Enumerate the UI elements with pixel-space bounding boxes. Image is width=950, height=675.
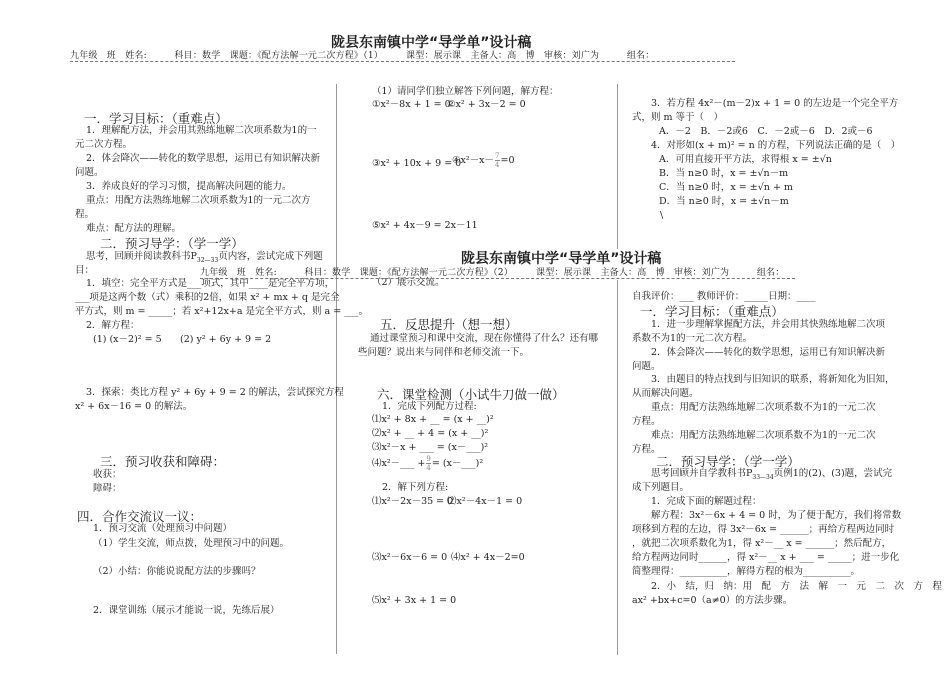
solve-eq-1: ⑴x²－2x－35 = 0: [372, 496, 454, 507]
problem-3-options: A．－2 B．－2或6 C．－2或－6 D．2或－6: [659, 126, 873, 137]
coop-1: 1．预习交流（处理预习中问题）: [93, 523, 233, 534]
section-title-cooperate: 四．合作交流议一议：: [77, 509, 203, 524]
goal2-2a: 2．体会降次——转化的数学思想，运用已有知识解决新: [651, 347, 886, 358]
equation-a: (1) (x－2)² = 5: [93, 334, 162, 345]
goal2-2b: 问题。: [632, 361, 661, 372]
practice-eq-2: ②x² + 3x－2 = 0: [447, 99, 526, 110]
solve-eq-2: ⑵x²－4x－1 = 0: [447, 496, 523, 507]
show-exchange: （2）展示交流。: [372, 277, 445, 288]
evaluation-line: 自我评价：___ 教师评价：_____日期：____: [632, 291, 816, 302]
instruction-1: 1．完成下面的解题过程：: [651, 496, 762, 507]
section-title-preview-2: 二．预习导学：（学一学）: [656, 454, 800, 469]
goal2-1a: 1．进一步理解掌握配方法，并会用其快熟练地解二次项: [651, 319, 886, 330]
problem-4-c: C．当 n≥0 时，x = ±√n + m: [659, 182, 793, 193]
obstacle-label: 障碍：: [93, 483, 122, 494]
coop-1a: （1）学生交流，师点拨，处理预习中的问题。: [93, 538, 290, 549]
reflect-1: 通过课堂预习和课中交流，现在你懂得了什么？还有哪: [370, 333, 599, 344]
fill-1c: 平方式，则 m = _____；若 x²+12x+a 是完全平方式，则 a = ___。: [75, 306, 368, 317]
explore-b: x² + 6x－16 = 0 的解法。: [75, 401, 193, 412]
fill-eq-2: ⑵x² + __ + 4 = (x + __)²: [372, 428, 489, 439]
problem-4-b: B．当 n≥0 时，x = ±√n－m: [659, 168, 789, 179]
diff2-b: 方程。: [632, 444, 661, 455]
equation-b: (2) y² + 6y + 9 = 2: [180, 334, 272, 345]
column-divider-1: [336, 84, 337, 654]
solve-eq-5: ⑸x² + 3x + 1 = 0: [372, 595, 457, 606]
goal2-1b: 系数不为1的一元二次方程。: [632, 333, 753, 344]
explore-a: 3．探索：类比方程 y² + 6y + 9 = 2 的解法，尝试探究方程: [86, 387, 344, 398]
key-point-a: 重点：用配方法熟练地解二次项系数为1的一元二次方: [86, 195, 311, 206]
column-divider-2: [617, 84, 618, 249]
difficulty: 难点：配方法的理解。: [86, 223, 182, 234]
practice-intro: （1）请同学们独立解答下列问题，解方程：: [372, 86, 559, 97]
fill-1b: ___项是这两个数（式）乘积的2倍，如果 x² + mx + q 是完全: [75, 292, 340, 303]
solve-eq-3: ⑶x²－6x－6 = 0: [372, 552, 448, 563]
think2-1: 思考回顾并自学教科书$P_{33—34}$页例1的(2)、(3)题，尝试完: [651, 468, 893, 481]
column-divider-3: [617, 280, 618, 655]
section-title-gains: 三．预习收获和障碍：: [100, 454, 226, 469]
solve-eq-4: ⑷x² + 4x－2=0: [451, 552, 525, 563]
key2-b: 方程。: [632, 416, 661, 427]
summary-b: ax² +bx+c=0（a≠0）的方法步骤。: [632, 595, 793, 606]
goal-2a: 2．体会降次——转化的数学思想，运用已有知识解决新: [86, 153, 321, 164]
problem-4: 4．对形如(x + m)² = n 的方程，下列说法正确的是（ ）: [651, 140, 901, 151]
key2-a: 重点：用配方法熟练地解二次项系数不为1的一元二次: [651, 402, 876, 413]
section-title-test: 六．课堂检测（小试牛刀做一做）: [377, 387, 565, 402]
test-2: 2．解下列方程:: [382, 482, 449, 493]
goal-1a: 1．理解配方法，并会用其熟练地解二次项系数为1的一: [86, 125, 317, 136]
gain-label: 收获：: [93, 469, 122, 480]
coop-1b: （2）小结：你能说说配方法的步骤吗？: [93, 566, 261, 577]
goal2-3a: 3．由题目的特点找到与旧知识的联系，将新知化为旧知，: [651, 374, 895, 385]
work-1: 解方程：3x²－6x + 4 = 0 时，为了便于配方，我们将常数: [651, 510, 902, 521]
section-title-preview: 二．预习导学：（学一学）: [100, 236, 244, 251]
reflect-2: 些问题？说出来与同伴和老师交流一下。: [358, 347, 530, 358]
goal-1b: 元二次方程。: [75, 139, 133, 150]
think-line: 思考，回顾并阅读教科书$P_{32—33}$页内容，尝试完成下列题: [86, 251, 323, 264]
problem-4-d: D．当 n≥0 时，x = ±√n－m: [659, 196, 789, 207]
header-meta-1: 九年级 班 姓名: 科目：数学 课题：《配方法解一元二次方程》（1） 课型：展示课 主备人：高 博 审核：刘广为 组名：: [70, 48, 735, 62]
practice-eq-1: ①x²－8x + 1 = 0: [372, 99, 451, 110]
think2-2: 成下列题目。: [632, 482, 690, 493]
work-5: 简整理得：__________，解得方程的根为__________。: [632, 566, 861, 577]
work-2: 项移到方程的左边，得 3x²－6x = ______；再给方程两边同时: [632, 524, 895, 535]
diff2-a: 难点：用配方法熟练地解二次项系数不为1的一元二次: [651, 430, 876, 441]
problem-4-a: A．可用直接开平方法，求得根 x = ±√n: [659, 154, 832, 165]
goal-3: 3．养成良好的学习习惯，提高解决问题的能力。: [86, 181, 292, 192]
header-meta-2: 九年级 班 姓名: 科目：数学 课题：《配方法解一元二次方程》（2） 课型：展示课 主备人：高 博 审核：刘广为 组名：: [200, 265, 795, 279]
fill-eq-3: ⑶x²－x + ___ = (x－___)²: [372, 442, 489, 453]
page-title-1: 陇县东南镇中学“导学单”设计稿: [331, 35, 532, 51]
practice-eq-5: ⑤x² + 4x－9 = 2x－11: [372, 220, 478, 231]
problem-3a: 3．若方程 4x²－(m－2)x + 1 = 0 的左边是一个完全平方: [651, 98, 899, 109]
goal-2b: 问题。: [75, 167, 104, 178]
work-3: ，就把二次项系数化为1，得 x²－__ x = ______；然后配方，: [632, 538, 892, 549]
section-title-reflect: 五．反思提升（想一想）: [380, 317, 518, 332]
fraction-7-4: $\frac{7}{4}$: [495, 152, 500, 169]
key-point-b: 程。: [75, 209, 95, 220]
test-1: 1．完成下列配方过程:: [382, 401, 477, 412]
practice-eq-4: ④x²－x－ $\frac{7}{4}$ =0: [452, 152, 515, 169]
section-title-goals-2: 一．学习目标：（重难点）: [640, 304, 784, 319]
problem-3b: 式，则 m 等于（ ）: [632, 112, 724, 123]
solve-2: 2．解方程：: [86, 320, 140, 331]
page-title-2: 陇县东南镇中学“导学单”设计稿: [461, 251, 662, 267]
fill-eq-4: ⑷x²－___ + $\frac{9}{4}$ = (x－___)²: [372, 455, 484, 472]
summary-a: 2．小 结，归 纳：用 配 方 法 解 一 元 二 次 方 程: [651, 581, 943, 592]
work-4: 给方程两边同时______，得 x²－__ x + ___ = _____；进一步化: [632, 552, 900, 563]
fill-eq-1: ⑴x² + 8x + __ = (x + __)²: [372, 414, 494, 425]
goal2-3b: 从而解决问题。: [632, 388, 699, 399]
section-title-goals: 一．学习目标：（重难点）: [84, 111, 228, 126]
coop-2: 2．课堂训练（展示才能说一说，先练后展）: [93, 605, 280, 616]
fill-1a: 1．填空：完全平方式是___项式，其中____是完全平方项，: [86, 278, 335, 289]
think-line-2: 目：: [75, 265, 95, 276]
stray-mark: \: [660, 210, 664, 221]
fraction-9-4: $\frac{9}{4}$: [426, 455, 431, 472]
practice-eq-3: ③x² + 10x + 9 = 0: [372, 158, 462, 169]
